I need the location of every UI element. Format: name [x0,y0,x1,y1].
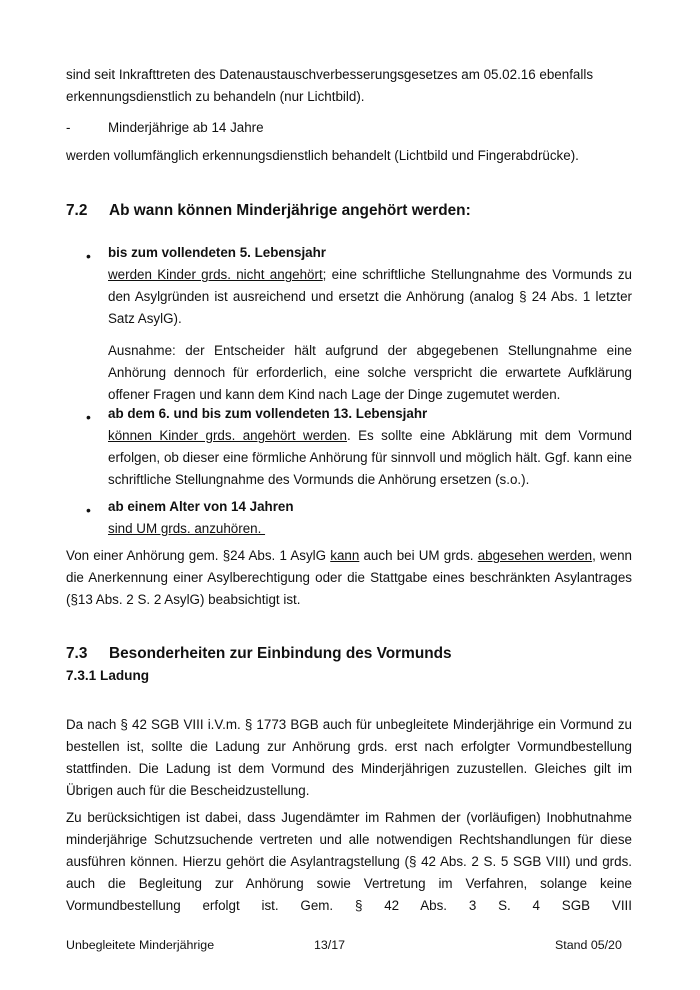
intro-line-2: erkennungsdienstlich zu behandeln (nur Lichtbild). [66,89,365,104]
bullet-1-exception: Ausnahme: der Entscheider hält aufgrund der abgegebenen Stellungnahme eine Anhörung dennoch für erforderlich, eine solche verspricht die erwartete Aufklärung offener Fragen und kann dem Kind nach Lage der Dinge zugemutet werden. [108,343,632,402]
closing-abgesehen: abgesehen werden [477,548,593,563]
section-7-3-paragraph-2: Zu berücksichtigen ist dabei, dass Jugendämter im Rahmen der (vorläufigen) Inobhutnahme minderjährige Schutzsuchende vertreten und alle notwendigen Rechtshandlungen für diese ausführen können. Hierzu gehört die Asylantragstellung (§ 42 Abs. 2 S. 5 SGB VIII) und grds. auch die Begleitung zur Anhörung sowie Vertretung im Verfahren, solange keine Vormundbestellung erfolgt ist. Gem. § 42 Abs. 3 S. 4 SGB VIII [66,810,632,913]
footer-title: Unbegleitete Minderjährige [66,938,215,952]
section-7-2-closing [66,545,632,611]
bullet-1-rest: ; eine schriftliche Stellungnahme des Vormunds zu den Asylgründen ist ausreichend und ersetzt die Anhörung (analog § 24 Abs. 1 letzter Satz AsylG). [108,267,632,326]
bullet-2-text [108,425,632,491]
bullet-1-heading: bis zum vollendeten 5. Lebensjahr [108,245,327,260]
intro-line-1: sind seit Inkrafttreten des Datenaustauschverbesserungsgesetzes am 05.02.16 ebenfalls [66,67,594,82]
section-7-2-heading [66,200,632,222]
bullet-1-underlined: werden Kinder grds. nicht angehört [108,267,323,282]
bullet-2-underlined: können Kinder grds. angehört werden [108,428,347,443]
intro-after-dash: werden vollumfänglich erkennungsdienstlich behandelt (Lichtbild und Fingerabdrücke). [66,148,579,163]
closing-part-2: auch bei UM grds. [359,548,478,563]
dash-list-item [66,117,632,139]
dash-item-text: Minderjährige ab 14 Jahre [108,120,264,135]
bullet-1-text [108,264,632,330]
section-7-2-number: 7.2 [66,202,88,219]
bullet-item-1 [108,242,632,406]
dash-marker: - [66,120,71,135]
closing-part-1: Von einer Anhörung gem. §24 Abs. 1 AsylG [66,548,331,563]
bullet-2-rest: . Es sollte eine Abklärung mit dem Vormund erfolgen, ob dieser eine förmliche Anhörung für sinnvoll und möglich hält. Ggf. kann eine schriftliche Stellungnahme des Vormunds die Anhörung ersetzen (s.o.). [108,428,632,487]
bullet-3-underlined: sind UM grds. anzuhören. [108,521,266,536]
bullet-2-heading: ab dem 6. und bis zum vollendeten 13. Lebensjahr [108,406,428,421]
bullet-icon: • [86,502,91,518]
footer-page-number: 13/17 [314,938,346,952]
closing-part-3: , wenn die Anerkennung einer Asylberechtigung oder die Stattgabe eines beschränkten Asylantrages (§13 Abs. 2 S. 2 AsylG) beabsichtigt ist. [66,548,633,607]
bullet-icon: • [86,409,91,425]
bullet-item-3 [108,496,632,540]
section-7-3-title: Besonderheiten zur Einbindung des Vormunds [109,645,452,662]
bullet-3-text [108,518,632,540]
closing-kann: kann [330,548,360,563]
bullet-icon: • [86,248,91,264]
footer-version: Stand 05/20 [555,938,622,952]
bullet-item-2 [108,403,632,491]
section-7-3-paragraph-1: Da nach § 42 SGB VIII i.V.m. § 1773 BGB auch für unbegleitete Minderjährige ein Vormund zu bestellen ist, sollte die Ladung zur Anhörung grds. erst nach erfolgter Vormundbestellung stattfinden. Die Ladung ist dem Vormund des Minderjährigen zuzustellen. Gleiches gilt im Übrigen auch für die Bescheidzustellung. [66,717,632,798]
section-7-3-heading [66,643,632,665]
section-7-2-title: Ab wann können Minderjährige angehört werden: [109,202,471,219]
bullet-3-heading: ab einem Alter von 14 Jahren [108,499,294,514]
section-7-3-number: 7.3 [66,645,88,662]
section-7-3-1-heading: 7.3.1 Ladung [66,668,150,683]
